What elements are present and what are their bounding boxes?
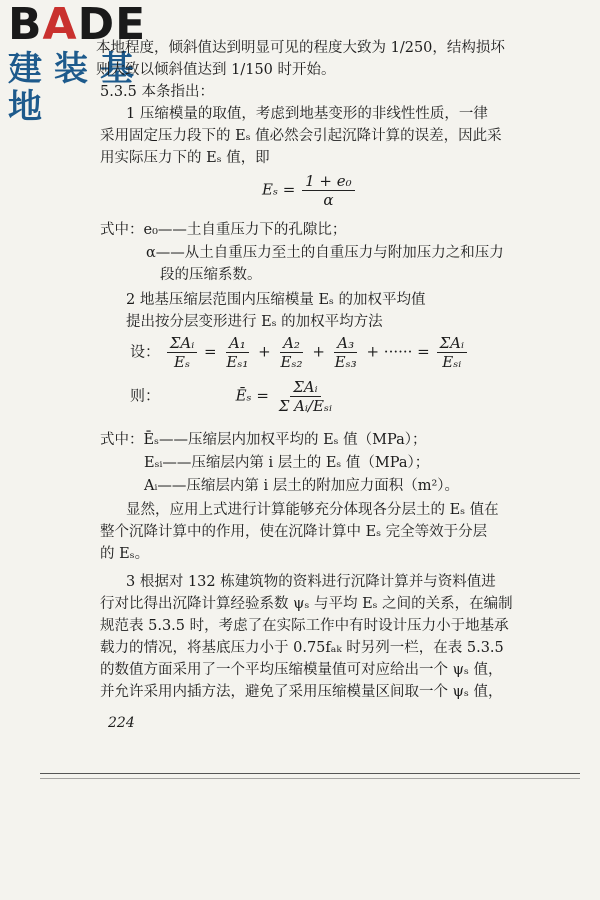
text-line: 本地程度，倾斜值达到明显可见的程度大致为 1/250，结构损坏 (96, 40, 505, 56)
formula-label: 设： (130, 342, 161, 361)
text-line: 2 地基压缩层范围内压缩模量 Eₛ 的加权平均值 (126, 292, 426, 308)
page-edge-line (40, 778, 580, 779)
text-line: 行对比得出沉降计算经验系数 ψₛ 与平均 Eₛ 之间的关系，在编制 (100, 596, 513, 612)
text-line: 载力的情况，将基底压力小于 0.75fₐₖ 时另列一栏，在表 5.3.5 (100, 640, 504, 656)
text-line: 则大致以倾斜值达到 1/150 时开始。 (96, 62, 336, 78)
formula-label: 则： (130, 386, 161, 405)
definition-line: Eₛᵢ——压缩层内第 i 层土的 Eₛ 值（MPa）； (144, 455, 430, 471)
where-line: 段的压缩系数。 (160, 267, 262, 283)
logo-subtitle: 建装基地 (8, 49, 146, 127)
text-line: 的 Eₛ。 (100, 546, 150, 562)
formula-es (262, 172, 357, 209)
where-line: 式中：e₀——土自重压力下的孔隙比； (100, 222, 347, 238)
formula-lhs: Eₛ = (262, 180, 296, 199)
text-line: 的数值方面采用了一个平均压缩模量值可对应给出一个 ψₛ 值， (100, 662, 503, 678)
where-line: α——从土自重压力至土的自重压力与附加压力之和压力 (146, 245, 504, 261)
section-heading: 5.3.5 本条指出： (100, 84, 215, 100)
page-number: 224 (108, 715, 135, 731)
formula-weighted-sum: 设： $\frac{\text{ΣAᵢ}}{\text{Eₛ}}$ = $\frac{\text{A₁}}{\text{Eₛ₁}}$ + $\frac{\text{A₂}}{\text{Eₛ₂}}$ + $\frac{\text{A₃}}{\text{Eₛ₃}}$ + ······ = $\frac{\text{ΣAᵢ}}{\text{Eₛᵢ}}$ (130, 334, 469, 371)
formula-denominator: α (323, 191, 334, 209)
text-line: 整个沉降计算中的作用，使在沉降计算中 Eₛ 完全等效于分层 (100, 524, 488, 540)
text-line: 1 压缩模量的取值，考虑到地基变形的非线性性质，一律 (126, 106, 488, 122)
text-line: 3 根据对 132 栋建筑物的资料进行沉降计算并与资料值进 (126, 574, 496, 590)
page-edge-line (40, 773, 580, 774)
definition-line: Aᵢ——压缩层内第 i 层土的附加应力面积（m²）。 (144, 478, 460, 494)
text-line: 提出按分层变形进行 Eₛ 的加权平均方法 (126, 314, 383, 330)
text-line: 规范表 5.3.5 时，考虑了在实际工作中有时设计压力小于地基承 (100, 618, 509, 634)
text-line: 用实际压力下的 Eₛ 值，即 (100, 150, 270, 166)
text-line: 显然，应用上式进行计算能够充分体现各分层土的 Eₛ 值在 (126, 502, 499, 518)
text-line: 采用固定压力段下的 Eₛ 值必然会引起沉降计算的误差，因此采 (100, 128, 502, 144)
definition-line: 式中：Ēₛ——压缩层内加权平均的 Eₛ 值（MPa）； (100, 432, 427, 448)
logo-brand: BADE (8, 0, 147, 50)
text-line: 并允许采用内插方法，避免了采用压缩模量区间取一个 ψₛ 值， (100, 684, 503, 700)
formula-average-es: 则： Ēₛ = $\frac{\text{ΣAᵢ}}{\text{Σ Aᵢ/Eₛᵢ}}$ (130, 378, 333, 415)
formula-numerator: 1 + e₀ (302, 172, 355, 191)
